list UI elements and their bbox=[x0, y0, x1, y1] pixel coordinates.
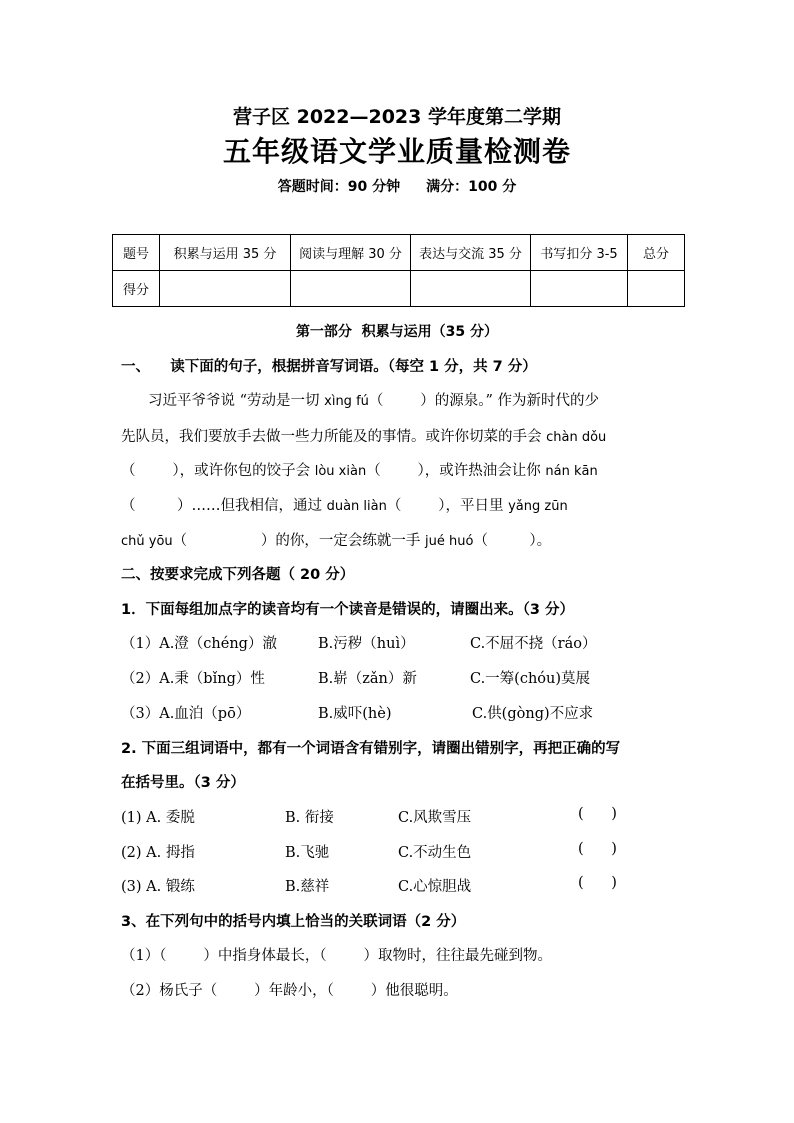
table-cell: 阅读与理解 30 分 bbox=[291, 235, 411, 271]
pinyin-chuyou: chǔ yōu bbox=[121, 534, 173, 549]
score-entry-cell[interactable] bbox=[411, 271, 531, 307]
q1-option: B.污秽（huì） bbox=[318, 636, 415, 652]
score-entry-cell[interactable] bbox=[160, 271, 291, 307]
exam-title-main: 五年级语文学业质量检测卷 bbox=[222, 135, 571, 168]
q2-option: B.慈祥 bbox=[285, 879, 330, 895]
table-cell: 总分 bbox=[628, 235, 685, 271]
table-cell: 书写扣分 3-5 bbox=[531, 235, 628, 271]
q2-option: (3) A. 锻练 bbox=[121, 879, 195, 895]
passage-text: （ ），平日里 bbox=[386, 498, 509, 514]
score-table bbox=[112, 234, 685, 307]
passage-line-4 bbox=[121, 494, 568, 515]
q2-option: B. 衔接 bbox=[285, 810, 334, 826]
q2-title-line1: 2. 下面三组词语中，都有一个词语含有错别字，请圈出错别字，再把正确的写 bbox=[121, 741, 621, 757]
passage-line-2 bbox=[121, 425, 606, 446]
q1-option: （2）A.秉（bǐng）性 bbox=[121, 671, 265, 687]
q1-title: 1．下面每组加点字的读音均有一个读音是错误的，请圈出来。（3 分） bbox=[121, 602, 574, 618]
table-cell: 表达与交流 35 分 bbox=[411, 235, 531, 271]
pinyin-yangzun: yǎng zūn bbox=[508, 499, 568, 514]
passage-line-5 bbox=[121, 529, 551, 550]
passage-text: （ ）的你，一定会练就一手 bbox=[172, 533, 426, 549]
pinyin-xingfu: xìng fú bbox=[324, 394, 369, 409]
pinyin-nankan: nán kān bbox=[545, 464, 598, 479]
table-cell: 积累与运用 35 分 bbox=[160, 235, 291, 271]
q2-option: (2) A. 拇指 bbox=[121, 845, 195, 861]
score-entry-cell[interactable] bbox=[291, 271, 411, 307]
score-table-score-row bbox=[113, 271, 685, 307]
pinyin-duanlian: duàn liàn bbox=[326, 499, 387, 514]
passage-line-3 bbox=[121, 459, 598, 480]
full-score-label: 满分：100 分 bbox=[426, 179, 517, 195]
pinyin-chandou: chàn dǒu bbox=[546, 430, 607, 445]
passage-line-1 bbox=[148, 389, 599, 410]
part1-title: 第一部分 积累与运用（35 分） bbox=[295, 324, 499, 340]
score-table-header-row bbox=[113, 235, 685, 271]
q2-option: C.风欺雪压 bbox=[398, 810, 472, 826]
table-cell: 题号 bbox=[113, 235, 160, 271]
passage-text: （ ）。 bbox=[473, 533, 552, 549]
q3-line: （2）杨氏子（ ）年龄小，（ ）他很聪明。 bbox=[121, 983, 458, 999]
pinyin-louxian: lòu xiàn bbox=[314, 464, 367, 479]
pinyin-juehuo: jué huó bbox=[425, 534, 474, 549]
q3-line: （1）（ ）中指身体最长，（ ）取物时，往往最先碰到物。 bbox=[121, 948, 552, 964]
score-entry-cell[interactable] bbox=[531, 271, 628, 307]
q1-option: （3）A.血泊（pō） bbox=[121, 706, 251, 722]
q1-option: （1）A.澄（chéng）澈 bbox=[121, 636, 277, 652]
q3-title: 3、在下列句中的括号内填上恰当的关联词语（2 分） bbox=[121, 914, 466, 930]
section1-heading: 一、 读下面的句子，根据拼音写词语。（每空 1 分，共 7 分） bbox=[121, 359, 537, 375]
score-entry-cell[interactable] bbox=[628, 271, 685, 307]
q1-option: C.一筹(chóu)莫展 bbox=[470, 671, 591, 687]
passage-text: （ ）的源泉。” 作为新时代的少 bbox=[368, 393, 600, 409]
time-label: 答题时间：90 分钟 bbox=[277, 179, 401, 195]
passage-text: （ ），或许热油会让你 bbox=[366, 463, 546, 479]
exam-title-term: 营子区 2022—2023 学年度第二学期 bbox=[233, 106, 561, 128]
table-cell: 得分 bbox=[113, 271, 160, 307]
answer-blank[interactable]: ( ) bbox=[578, 841, 617, 857]
q2-option: B.飞驰 bbox=[285, 845, 330, 861]
q2-option: (1) A. 委脱 bbox=[121, 810, 195, 826]
q2-option: C.心惊胆战 bbox=[398, 879, 472, 895]
q1-option: B.威吓(hè) bbox=[318, 706, 392, 722]
q1-option: C.供(gòng)不应求 bbox=[472, 706, 594, 722]
q2-title-line2: 在括号里。（3 分） bbox=[121, 775, 245, 791]
q1-option: C.不屈不挠（ráo） bbox=[470, 636, 597, 652]
exam-meta bbox=[0, 176, 794, 196]
passage-text: 习近平爷爷说 “劳动是一切 bbox=[148, 393, 325, 409]
passage-text: （ ），或许你包的饺子会 bbox=[121, 463, 315, 479]
answer-blank[interactable]: ( ) bbox=[578, 806, 617, 822]
passage-text: 先队员，我们要放手去做一些力所能及的事情。或许你切菜的手会 bbox=[121, 429, 547, 445]
answer-blank[interactable]: ( ) bbox=[578, 875, 617, 891]
passage-text: （ ）……但我相信，通过 bbox=[121, 498, 327, 514]
q2-option: C.不动生色 bbox=[398, 845, 472, 861]
q1-option: B.崭（zǎn）新 bbox=[318, 671, 417, 687]
section2-heading: 二、按要求完成下列各题（ 20 分） bbox=[121, 567, 355, 583]
